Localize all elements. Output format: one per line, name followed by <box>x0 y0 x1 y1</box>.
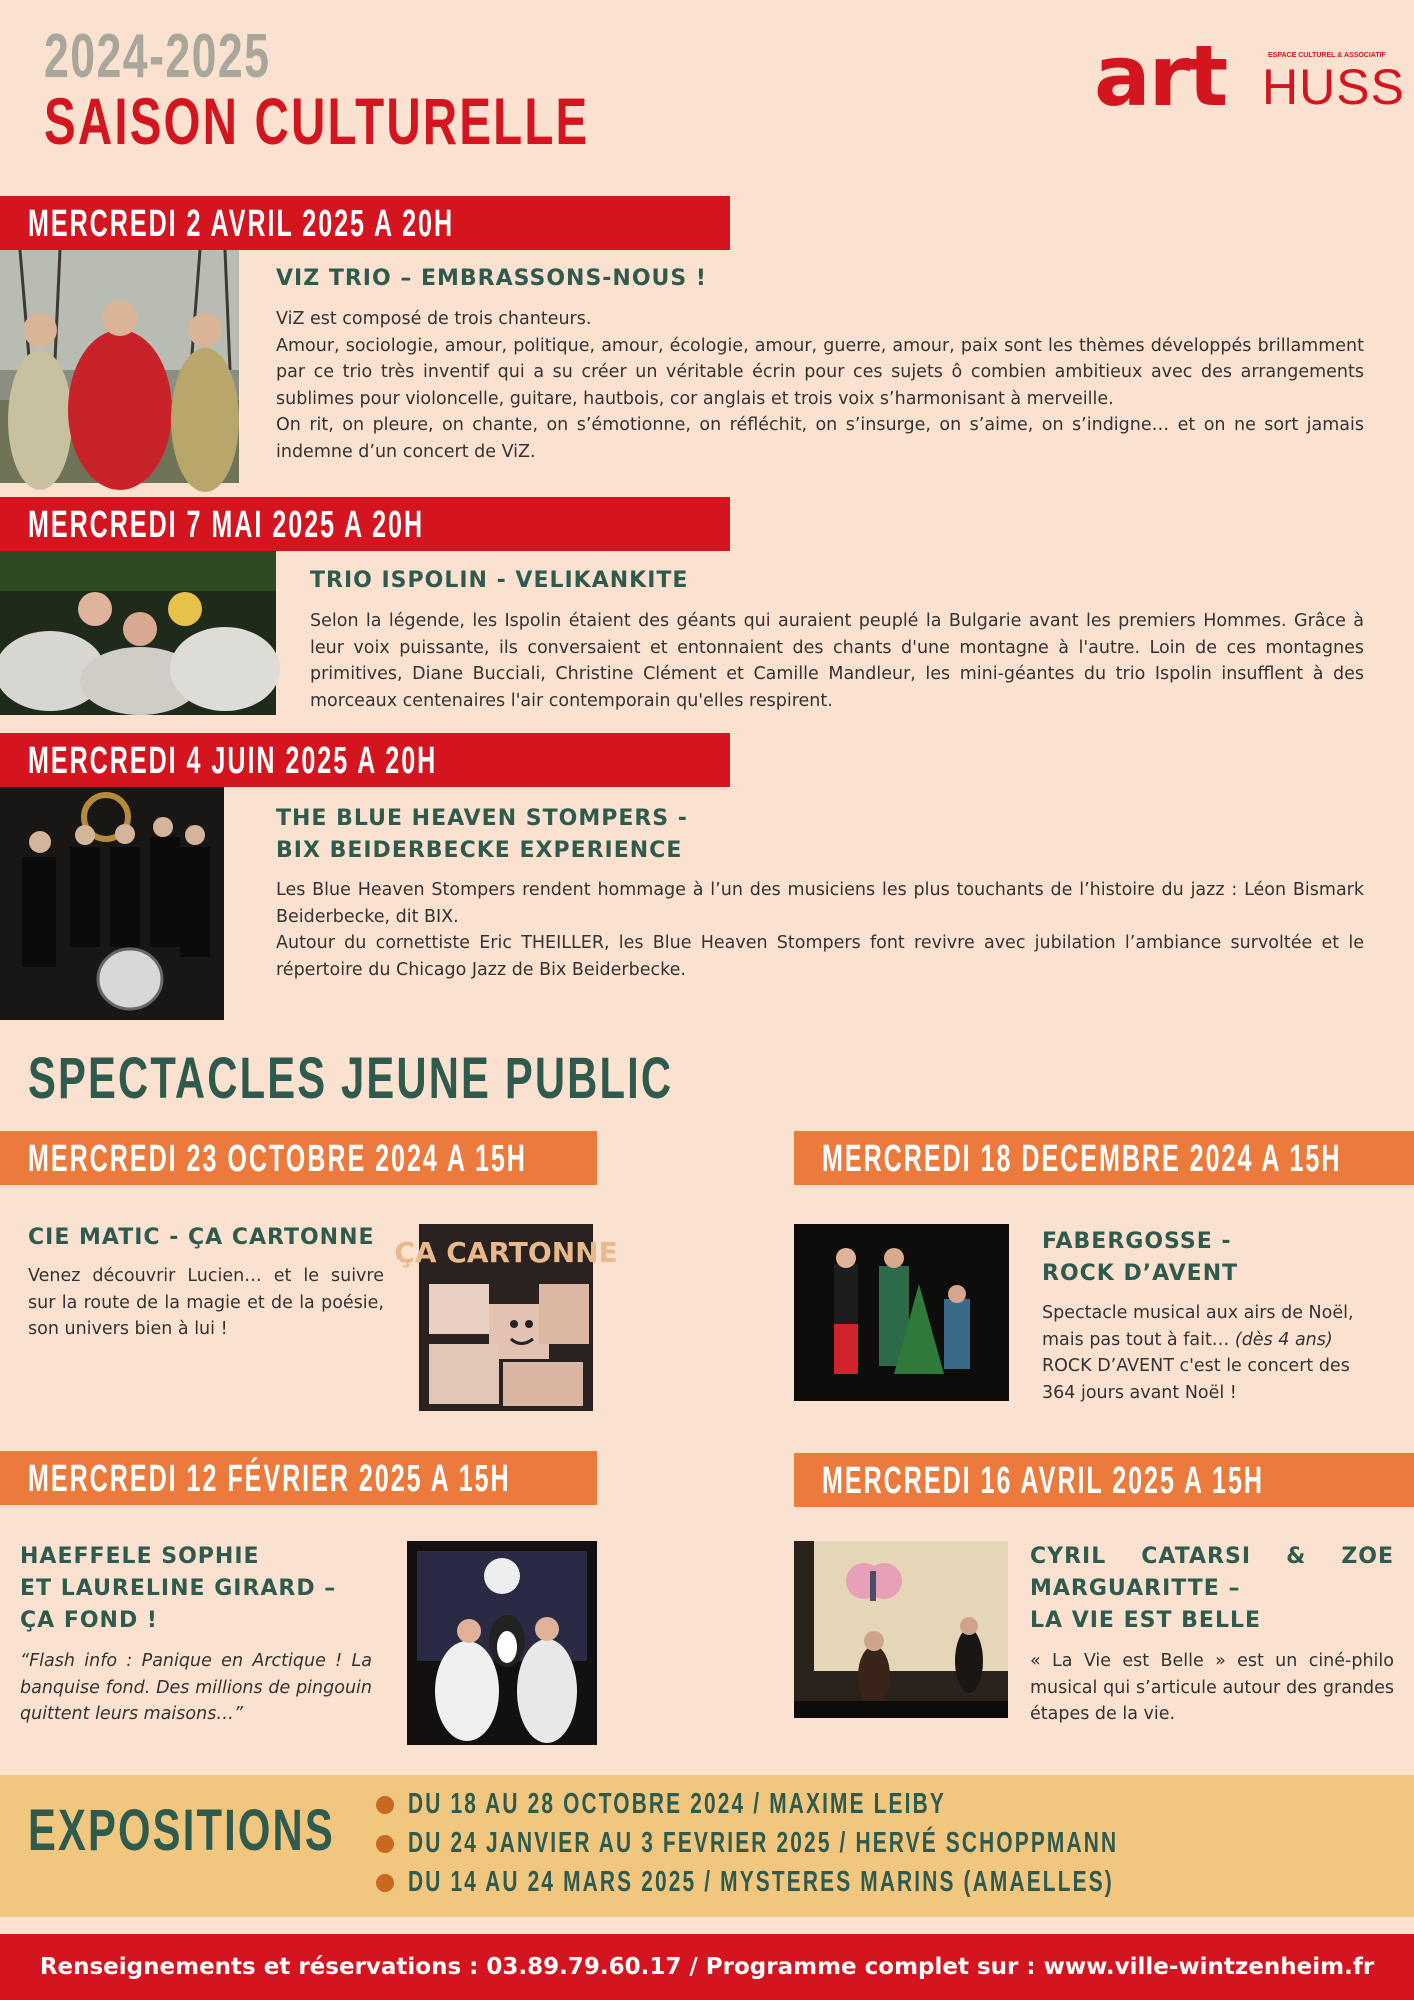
event-1-paragraph: ViZ est composé de trois chanteurs. <box>276 309 592 329</box>
show-4-date-banner <box>794 1453 1414 1507</box>
show-1-title: CIE MATIC - ÇA CARTONNE <box>28 1225 375 1250</box>
show-2-description <box>1042 1300 1364 1406</box>
footer-info: Renseignements et réservations : 03.89.79.60.17 / Programme complet sur : www.ville-wintzenheim.fr <box>39 1954 1375 1980</box>
show-3-title-line: ÇA FOND ! <box>20 1608 158 1633</box>
show-2-title-line: ROCK D’AVENT <box>1042 1261 1239 1286</box>
event-3-paragraph: Autour du cornettiste Eric THEILLER, les Blue Heaven Stompers font revivre avec jubilation l’ambiance survoltée et le répertoire du Chicago Jazz de Bix Beiderbecke. <box>276 933 1364 980</box>
expositions-heading: EXPOSITIONS <box>28 1798 335 1863</box>
event-3-date: MERCREDI 4 JUIN 2025 A 20H <box>28 740 438 782</box>
show-3-title <box>20 1541 336 1637</box>
show-4-title-justified <box>1030 1541 1394 1573</box>
show-3-date-banner <box>0 1451 597 1505</box>
show-2-photo <box>794 1224 1009 1401</box>
event-3-photo <box>0 787 224 1020</box>
event-2-photo <box>0 551 276 715</box>
show-3-title-line: ET LAURELINE GIRARD – <box>20 1576 337 1601</box>
event-3-description <box>276 877 1364 983</box>
show-4-date: MERCREDI 16 AVRIL 2025 A 15H <box>822 1460 1264 1502</box>
event-3-title-line: BIX BEIDERBECKE EXPERIENCE <box>276 838 683 863</box>
show-2-age: (dès 4 ans) <box>1234 1329 1333 1350</box>
season-years: 2024-2025 <box>44 22 271 91</box>
bullet-icon <box>376 1874 394 1892</box>
event-3-title <box>276 803 688 867</box>
show-4-title-line: MARGUARITTE – <box>1030 1576 1241 1601</box>
event-2-paragraph: Selon la légende, les Ispolin étaient des géants qui auraient peuplé la Bulgarie avant les premiers Hommes. Grâce à leur voix puissante, ils conversaient et entonnaient des chants d'une montagne à l'autre. Loin de ces montagnes primitives, Diane Bucciali, Christine Clément et Camille Mandleur, les mini-géantes du trio Ispolin insufflent à des morceaux centenaires l'air contemporain qu'elles respirent. <box>310 611 1364 711</box>
bullet-icon <box>376 1835 394 1853</box>
show-2-desc-part: Spectacle musical aux airs de Noël, mais pas tout à fait… <box>1042 1303 1354 1350</box>
show-2-title-line: FABERGOSSE - <box>1042 1229 1232 1254</box>
logo-art-wordmark: art <box>1094 27 1227 125</box>
show-3-title-line: HAEFFELE SOPHIE <box>20 1544 260 1569</box>
event-1-description <box>276 306 1364 465</box>
show-4-photo <box>794 1541 1008 1718</box>
show-1-poster-text: ÇA CARTONNE <box>394 1236 618 1269</box>
show-4-description: « La Vie est Belle » est un ciné-philo musical qui s’articule autour des grandes étapes de la vie. <box>1030 1651 1394 1724</box>
event-1-title: VIZ TRIO – EMBRASSONS-NOUS ! <box>276 266 707 291</box>
event-3-title-line: THE BLUE HEAVEN STOMPERS - <box>276 806 688 831</box>
show-4-title-line: LA VIE EST BELLE <box>1030 1608 1262 1633</box>
show-2-title <box>1042 1226 1238 1290</box>
show-2-date-banner <box>794 1131 1414 1185</box>
event-1-paragraph: On rit, on pleure, on chante, on s’émotionne, on réfléchit, on s’insurge, on s’aime, on s’indigne… et on ne sort jamais indemne d’un concert de ViZ. <box>276 415 1364 462</box>
event-3-date-banner <box>0 733 730 787</box>
event-2-date: MERCREDI 7 MAI 2025 A 20H <box>28 504 425 546</box>
event-2-title: TRIO ISPOLIN - VELIKANKITE <box>310 568 689 593</box>
show-4-title-line: CYRIL CATARSI & ZOE <box>1030 1544 1394 1569</box>
show-2-date: MERCREDI 18 DECEMBRE 2024 A 15H <box>822 1138 1342 1180</box>
show-3-photo <box>407 1541 597 1745</box>
event-2-date-banner <box>0 497 730 551</box>
event-2-description <box>310 608 1364 714</box>
show-3-description: “Flash info : Panique en Arctique ! La banquise fond. Des millions de pingouin quittent leurs maisons…” <box>20 1651 372 1724</box>
show-1-description: Venez découvrir Lucien… et le suivre sur la route de la magie et de la poésie, son univers bien à lui ! <box>28 1266 384 1339</box>
expo-item-text: DU 24 JANVIER AU 3 FEVRIER 2025 / HERVÉ SCHOPPMANN <box>408 1827 1119 1859</box>
expo-item-text: DU 14 AU 24 MARS 2025 / MYSTERES MARINS (AMAELLES) <box>408 1866 1114 1898</box>
bullet-icon <box>376 1796 394 1814</box>
jeune-public-heading: SPECTACLES JEUNE PUBLIC <box>28 1046 674 1111</box>
expo-item-text: DU 18 AU 28 OCTOBRE 2024 / MAXIME LEIBY <box>408 1788 946 1820</box>
show-1-date-banner <box>0 1131 597 1185</box>
show-1-date: MERCREDI 23 OCTOBRE 2024 A 15H <box>28 1138 527 1180</box>
event-1-date-banner <box>0 196 730 250</box>
show-4-title <box>1030 1573 1261 1637</box>
event-1-paragraph: Amour, sociologie, amour, politique, amour, écologie, amour, guerre, amour, paix sont les thèmes développés brillamment par ce trio très inventif qui a su créer un véritable écrin pour ces sujets ô combien ambitieux avec des arrangements sublimes pour violoncelle, guitare, hautbois, cor anglais et trois voix s’harmonisant à merveille. <box>276 335 1364 409</box>
logo-huss-wordmark: HUSS <box>1262 59 1405 115</box>
show-1-poster <box>394 1224 618 1411</box>
event-3-paragraph: Les Blue Heaven Stompers rendent hommage à l’un des musiciens les plus touchants de l’histoire du jazz : Léon Bismark Beiderbecke, dit BIX. <box>276 880 1364 927</box>
logo-tagline: ESPACE CULTUREL & ASSOCIATIF <box>1268 52 1386 59</box>
event-1-date: MERCREDI 2 AVRIL 2025 A 20H <box>28 203 455 245</box>
event-1-photo <box>0 250 239 483</box>
show-3-date: MERCREDI 12 FÉVRIER 2025 A 15H <box>28 1458 511 1500</box>
show-2-desc-part: ROCK D’AVENT c'est le concert des 364 jours avant Noël ! <box>1042 1356 1350 1403</box>
season-title: SAISON CULTURELLE <box>44 84 590 158</box>
